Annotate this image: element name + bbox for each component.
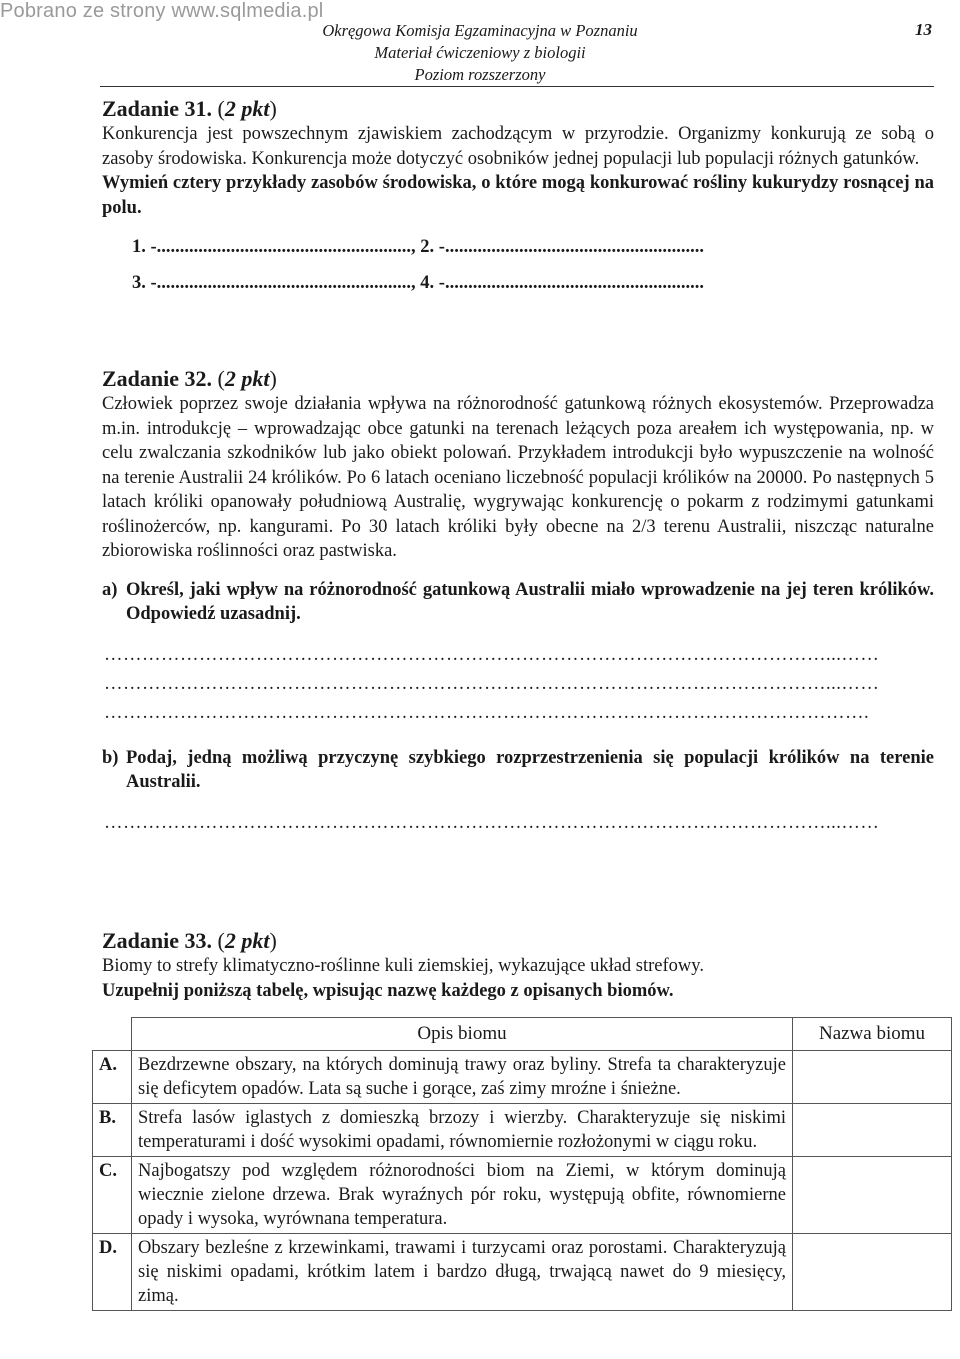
- task-31: [102, 96, 934, 296]
- task-32-intro: Człowiek poprzez swoje działania wpływa na różnorodność gatunkową różnych ekosystemów. Przeprowadza m.in. introdukcję – wprowadzając obce gatunki na terenach leżących poza areałem ich występowania, np. w celu zwalczania szkodników lub jako obiekt polowań. Przykładem introdukcji było wypuszczenie na wolność na terenie Australii 24 królików. Po 6 latach oceniano liczebność populacji królików na 20000. Po następnych 5 latach króliki opanowały południową Australię, wygrywając konkurencję o pokarm z rodzimymi gatunkami roślinożerców, np. kangurami. Po 30 latach króliki były obecne na 2/3 terenu Australii, niszcząc naturalne zbiorowiska roślinności oraz pastwiska.: [102, 394, 934, 561]
- biome-name-answer-b[interactable]: [793, 1104, 952, 1157]
- task-33-instruction: Uzupełnij poniższą tabelę, wpisując nazwę każdego z opisanych biomów.: [102, 980, 674, 1001]
- row-description: Bezdrzewne obszary, na których dominują trawy oraz byliny. Strefa ta charakteryzuje się deficytem opadów. Lata są suche i gorące, zaś zimy mroźne i śnieżne.: [132, 1051, 793, 1104]
- row-letter: D.: [93, 1234, 132, 1311]
- task-33-intro: Biomy to strefy klimatyczno-roślinne kuli ziemskiej, wykazujące układ strefowy.: [102, 956, 704, 976]
- row-letter: B.: [93, 1104, 132, 1157]
- task-31-intro: Konkurencja jest powszechnym zjawiskiem zachodzącym w przyrodzie. Organizmy konkurują ze sobą o zasoby środowiska. Konkurencja może dotyczyć osobników jednej populacji lub populacji różnych gatunków.: [102, 124, 934, 169]
- task-32: [102, 366, 934, 838]
- task-31-title: Zadanie 31. (2 pkt): [102, 96, 277, 121]
- task-32-a-answer-2[interactable]: ……………………………………………………………………………………………………...……: [104, 673, 880, 694]
- header-letter-cell: [93, 1018, 132, 1051]
- task-33-points: 2 pkt: [224, 928, 270, 953]
- table-row: [93, 1234, 952, 1311]
- task-32-question-b: [102, 746, 934, 795]
- biome-table-header: [93, 1018, 952, 1051]
- task-32-a-answer-3[interactable]: ………………………………………………………………………………………………………….: [104, 702, 870, 723]
- task-32-b-answer-1[interactable]: ……………………………………………………………………………………………………...……: [104, 812, 880, 833]
- task-31-answer-line-2[interactable]: 3. -......................................................., 4. -........................................................: [132, 273, 704, 293]
- watermark: Pobrano ze strony www.sqlmedia.pl: [0, 0, 324, 22]
- task-31-points: 2 pkt: [224, 96, 270, 121]
- task-33: [102, 928, 934, 1003]
- header-material: Materiał ćwiczeniowy z biologii: [374, 43, 586, 62]
- task-32-title: Zadanie 32. (2 pkt): [102, 366, 277, 391]
- task-32-a-text: Określ, jaki wpływ na różnorodność gatunkową Australii miało wprowadzenie na jej teren królików. Odpowiedź uzasadnij.: [126, 579, 934, 624]
- row-letter: C.: [93, 1157, 132, 1234]
- row-letter: A.: [93, 1051, 132, 1104]
- task-32-b-label: b): [102, 747, 119, 768]
- task-32-a-label: a): [102, 579, 118, 600]
- page-number: 13: [915, 20, 932, 39]
- row-description: Najbogatszy pod względem różnorodności biom na Ziemi, w którym dominują wiecznie zielone drzewa. Brak wyraźnych pór roku, występują obfite, równomierne opady i wysoka, wyrównana temperatura.: [132, 1157, 793, 1234]
- biome-name-answer-d[interactable]: [793, 1234, 952, 1311]
- header-description: Opis biomu: [132, 1018, 793, 1051]
- task-32-b-text: Podaj, jedną możliwą przyczynę szybkiego rozprzestrzenienia się populacji królików na terenie Australii.: [126, 747, 934, 792]
- biome-name-answer-a[interactable]: [793, 1051, 952, 1104]
- task-31-instruction: Wymień cztery przykłady zasobów środowiska, o które mogą konkurować rośliny kukurydzy rosnącej na polu.: [102, 173, 934, 218]
- header-rule: [100, 86, 934, 87]
- row-description: Strefa lasów iglastych z domieszką brzozy i wierzby. Charakteryzuje się niskimi temperaturami i dość wysokimi opadami, równomiernie rozłożonymi w ciągu roku.: [132, 1104, 793, 1157]
- task-32-question-a: [102, 578, 934, 627]
- header-commission: Okręgowa Komisja Egzaminacyjna w Poznaniu: [322, 21, 638, 40]
- header-biome-name: Nazwa biomu: [793, 1018, 952, 1051]
- row-description: Obszary bezleśne z krzewinkami, trawami i turzycami oraz porostami. Charakteryzują się niskimi opadami, krótkim latem i bardzo długą, trwającą nawet do 9 miesięcy, zimą.: [132, 1234, 793, 1311]
- task-31-answer-line-1[interactable]: 1. -......................................................., 2. -........................................................: [132, 237, 704, 257]
- task-32-a-answer-1[interactable]: ……………………………………………………………………………………………………...……: [104, 644, 880, 665]
- biome-table: [92, 1017, 952, 1311]
- table-row: [93, 1157, 952, 1234]
- task-32-points: 2 pkt: [224, 366, 270, 391]
- header-level: Poziom rozszerzony: [414, 65, 546, 84]
- task-33-title: Zadanie 33. (2 pkt): [102, 928, 277, 953]
- biome-name-answer-c[interactable]: [793, 1157, 952, 1234]
- table-row: [93, 1104, 952, 1157]
- table-row: [93, 1051, 952, 1104]
